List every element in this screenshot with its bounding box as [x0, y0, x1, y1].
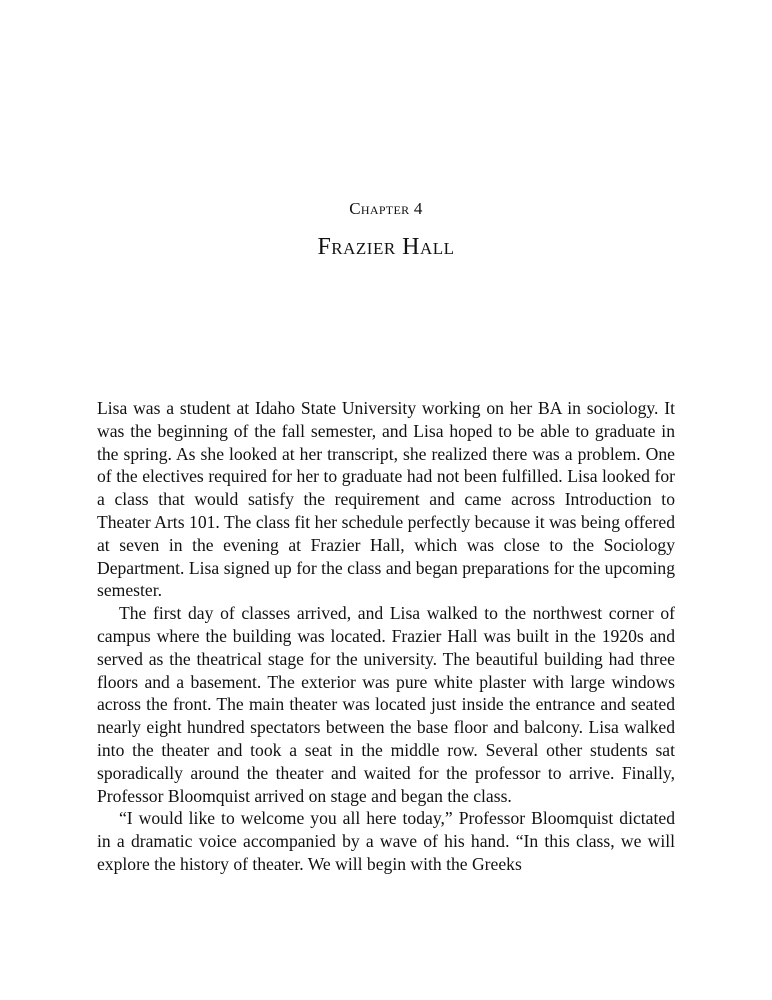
paragraph: “I would like to welcome you all here today,” Professor Bloomquist dictated in a dramatic voice accompanied by a wave of his hand. “In this class, we will explore the history of theater. We will begin with the Greeks [97, 808, 675, 874]
chapter-body [97, 397, 675, 876]
paragraph: Lisa was a student at Idaho State University working on her BA in sociology. It was the beginning of the fall semester, and Lisa hoped to be able to graduate in the spring. As she looked at her transcript, she realized there was a problem. One of the electives required for her to graduate had not been fulfilled. Lisa looked for a class that would satisfy the requirement and came across Introduction to Theater Arts 101. The class fit her schedule perfectly because it was being offered at seven in the evening at Frazier Hall, which was close to the Sociology Department. Lisa signed up for the class and began preparations for the upcoming semester. [97, 398, 675, 601]
chapter-title: Frazier Hall [317, 234, 455, 260]
paragraph: The first day of classes arrived, and Lisa walked to the northwest corner of campus where the building was located. Frazier Hall was built in the 1920s and served as the theatrical stage for the university. The beautiful building had three floors and a basement. The exterior was pure white plaster with large windows across the front. The main theater was located just inside the entrance and seated nearly eight hundred spectators between the base floor and balcony. Lisa walked into the theater and took a seat in the middle row. Several other students sat sporadically around the theater and waited for the professor to arrive. Finally, Professor Bloomquist arrived on stage and began the class. [97, 603, 675, 806]
chapter-number: Chapter 4 [349, 199, 423, 218]
